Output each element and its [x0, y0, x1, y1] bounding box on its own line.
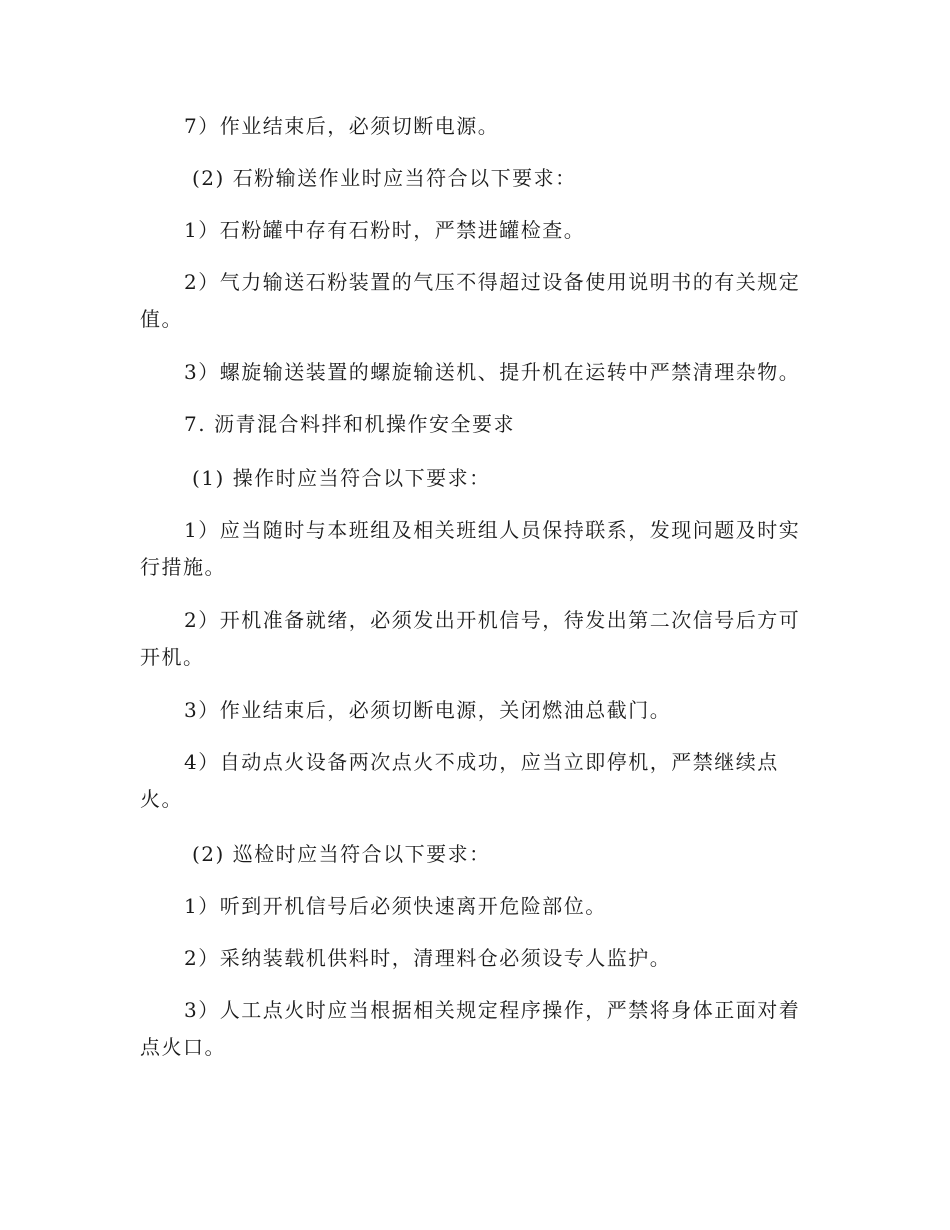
paragraph-2: (2) 石粉输送作业时应当符合以下要求： — [192, 166, 577, 190]
paragraph-4: 2）气力输送石粉装置的气压不得超过设备使用说明书的有关规定值。 — [140, 270, 801, 331]
paragraph-15: 3）人工点火时应当根据相关规定程序操作，严禁将身体正面对着点火口。 — [140, 998, 801, 1059]
paragraph-11: 4）自动点火设备两次点火不成功，应当立即停机，严禁继续点火。 — [140, 750, 779, 811]
paragraph-7: (1) 操作时应当符合以下要求： — [192, 466, 491, 490]
paragraph-5: 3）螺旋输送装置的螺旋输送机、提升机在运转中严禁清理杂物。 — [184, 360, 801, 384]
section-heading: 7. 沥青混合料拌和机操作安全要求 — [184, 412, 515, 436]
paragraph-9: 2）开机准备就绪，必须发出开机信号，待发出第二次信号后方可开机。 — [140, 608, 801, 669]
paragraph-14: 2）采纳装载机供料时，清理料仓必须设专人监护。 — [184, 946, 672, 970]
paragraph-12: (2) 巡检时应当符合以下要求： — [192, 842, 491, 866]
paragraph-10: 3）作业结束后，必须切断电源，关闭燃油总截门。 — [184, 698, 672, 722]
paragraph-13: 1）听到开机信号后必须快速离开危险部位。 — [184, 894, 607, 918]
paragraph-3: 1）石粉罐中存有石粉时，严禁进罐检查。 — [184, 218, 586, 242]
paragraph-1: 7）作业结束后，必须切断电源。 — [184, 114, 500, 138]
paragraph-8: 1）应当随时与本班组及相关班组人员保持联系，发现问题及时实行措施。 — [140, 518, 801, 579]
